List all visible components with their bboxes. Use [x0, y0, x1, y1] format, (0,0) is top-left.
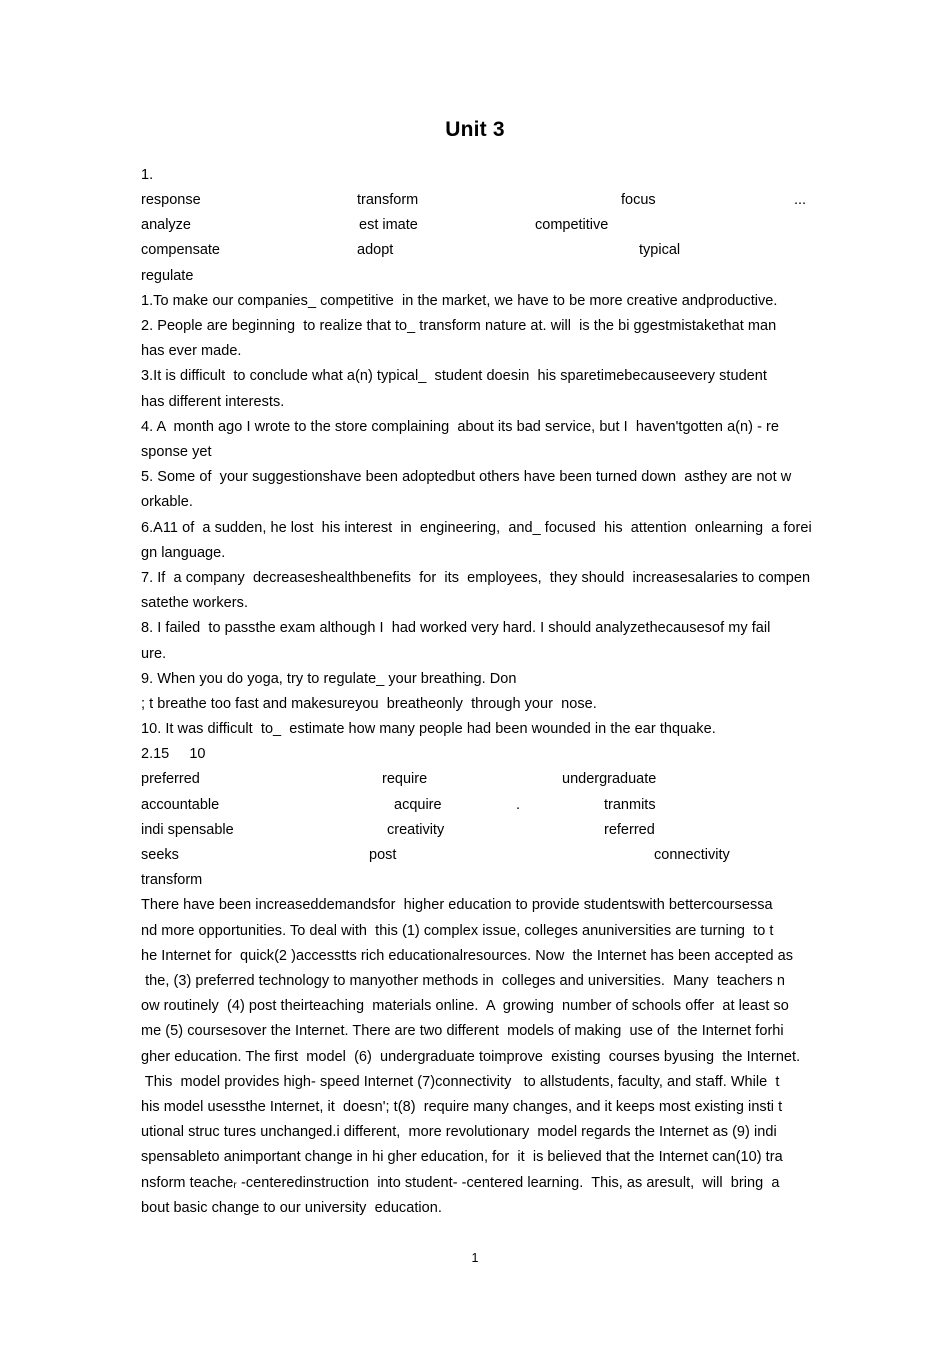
document-body — [141, 163, 813, 1221]
word-bank-term: response — [141, 192, 201, 208]
word-bank-term: transform — [141, 872, 203, 889]
section-2-label: 2.15 10 — [141, 746, 206, 763]
passage-line: bout basic change to our university education. — [141, 1199, 442, 1216]
section-1-word-bank — [141, 188, 813, 289]
passage-line: he Internet for quick(2 )accesstts rich educationalresources. Now the Internet has been accepted as — [141, 947, 794, 964]
word-bank-term: creativity — [387, 821, 445, 838]
word-bank-term: compensate — [141, 242, 220, 259]
answer-line: 7. If a company decreaseshealthbenefits for its employees, they should increasesalaries to compen — [141, 569, 811, 586]
passage-line: me (5) coursesover the Internet. There are two different models of making use of the Internet forhi — [141, 1023, 784, 1040]
word-bank-term: focus — [621, 192, 656, 208]
word-bank-term: typical — [639, 242, 681, 259]
word-bank-row — [141, 188, 813, 213]
word-bank-term: preferred — [141, 771, 200, 788]
answer-line: 3.It is difficult to conclude what a(n) typical_ student doesin his sparetimebecauseevery student — [141, 368, 767, 385]
word-bank-term: est imate — [359, 217, 418, 234]
passage-line: ow routinely (4) post theirteaching materials online. A growing number of schools offer at least so — [141, 998, 789, 1015]
passage-line: nsform teacheᵣ -centeredinstruction into student- -centered learning. This, as aresult, will bring a — [141, 1174, 780, 1191]
word-bank-term: regulate — [141, 267, 194, 284]
passage-line: There have been increaseddemandsfor higher education to provide studentswith bettercoursessa — [141, 897, 773, 914]
answer-line: 10. It was difficult to_ estimate how many people had been wounded in the ear thquake. — [141, 721, 716, 738]
passage-line: the, (3) preferred technology to manyother methods in colleges and universities. Many teachers n — [141, 972, 785, 989]
passage-line: spensableto animportant change in hi gher education, for it is believed that the Internet can(10) tra — [141, 1149, 783, 1166]
word-bank-term: post — [369, 846, 397, 863]
passage-line: his model usessthe Internet, it doesn'; t(8) require many changes, and it keeps most existing insti t — [141, 1098, 783, 1115]
answer-line: satethe workers. — [141, 595, 249, 612]
section-1-answers — [141, 289, 813, 743]
word-bank-term: adopt — [357, 242, 394, 259]
section-1-label: 1. — [141, 167, 154, 183]
word-bank-term: seeks — [141, 846, 179, 863]
section-2-word-bank — [141, 767, 813, 893]
word-bank-term: acquire — [394, 796, 442, 813]
word-bank-term: ... — [794, 192, 807, 208]
answer-line: 6.A11 of a sudden, he lost his interest in engineering, and_ focused his attention onlearning a forei — [141, 519, 812, 536]
word-bank-row — [141, 793, 813, 818]
word-bank-row — [141, 843, 813, 868]
word-bank-row — [141, 264, 813, 289]
answer-line: 8. I failed to passthe exam although I had worked very hard. I should analyzethecausesof my fail — [141, 620, 771, 637]
word-bank-row — [141, 868, 813, 893]
word-bank-term: tranmits — [604, 796, 656, 813]
answer-line: has ever made. — [141, 343, 242, 360]
word-bank-term: . — [516, 796, 521, 813]
page-title: Unit 3 — [445, 118, 505, 141]
answer-line: 5. Some of your suggestionshave been adoptedbut others have been turned down asthey are not w — [141, 469, 792, 486]
page-number: 1 — [471, 1251, 479, 1265]
passage-line: This model provides high- speed Internet (7)connectivity to allstudents, faculty, and staff. While t — [141, 1073, 780, 1090]
answer-line: 4. A month ago I wrote to the store complaining about its bad service, but I haven'tgotten a(n) - re — [141, 418, 779, 435]
word-bank-term: connectivity — [654, 846, 730, 863]
word-bank-row — [141, 213, 813, 238]
answer-line: has different interests. — [141, 393, 285, 410]
word-bank-term: undergraduate — [562, 771, 657, 788]
passage-line: nd more opportunities. To deal with this (1) complex issue, colleges anuniversities are turning to t — [141, 922, 774, 939]
word-bank-row — [141, 767, 813, 792]
answer-line: 9. When you do yoga, try to regulate_ your breathing. Don — [141, 670, 517, 687]
word-bank-term: analyze — [141, 217, 191, 234]
word-bank-term: competitive — [535, 217, 609, 234]
answer-line: ure. — [141, 645, 167, 662]
word-bank-term: indi spensable — [141, 821, 234, 838]
answer-line: gn language. — [141, 544, 226, 561]
word-bank-term: require — [382, 771, 428, 788]
word-bank-term: referred — [604, 821, 655, 838]
answer-line: orkable. — [141, 494, 193, 511]
word-bank-term: transform — [357, 192, 419, 208]
answer-line: sponse yet — [141, 443, 212, 460]
answer-line: 1.To make our companies_ competitive in the market, we have to be more creative andproductive. — [141, 292, 778, 309]
passage-line: utional struc tures unchanged.i different, more revolutionary model regards the Internet as (9) indi — [141, 1124, 777, 1141]
answer-line: ; t breathe too fast and makesureyou breatheonly through your nose. — [141, 696, 597, 712]
word-bank-row — [141, 818, 813, 843]
section-2-passage — [141, 893, 813, 1221]
passage-line: gher education. The first model (6) undergraduate toimprove existing courses byusing the Internet. — [141, 1048, 801, 1065]
answer-line: 2. People are beginning to realize that to_ transform nature at. will is the bi ggestmistakethat man — [141, 317, 777, 334]
word-bank-term: accountable — [141, 796, 220, 813]
word-bank-row — [141, 238, 813, 263]
